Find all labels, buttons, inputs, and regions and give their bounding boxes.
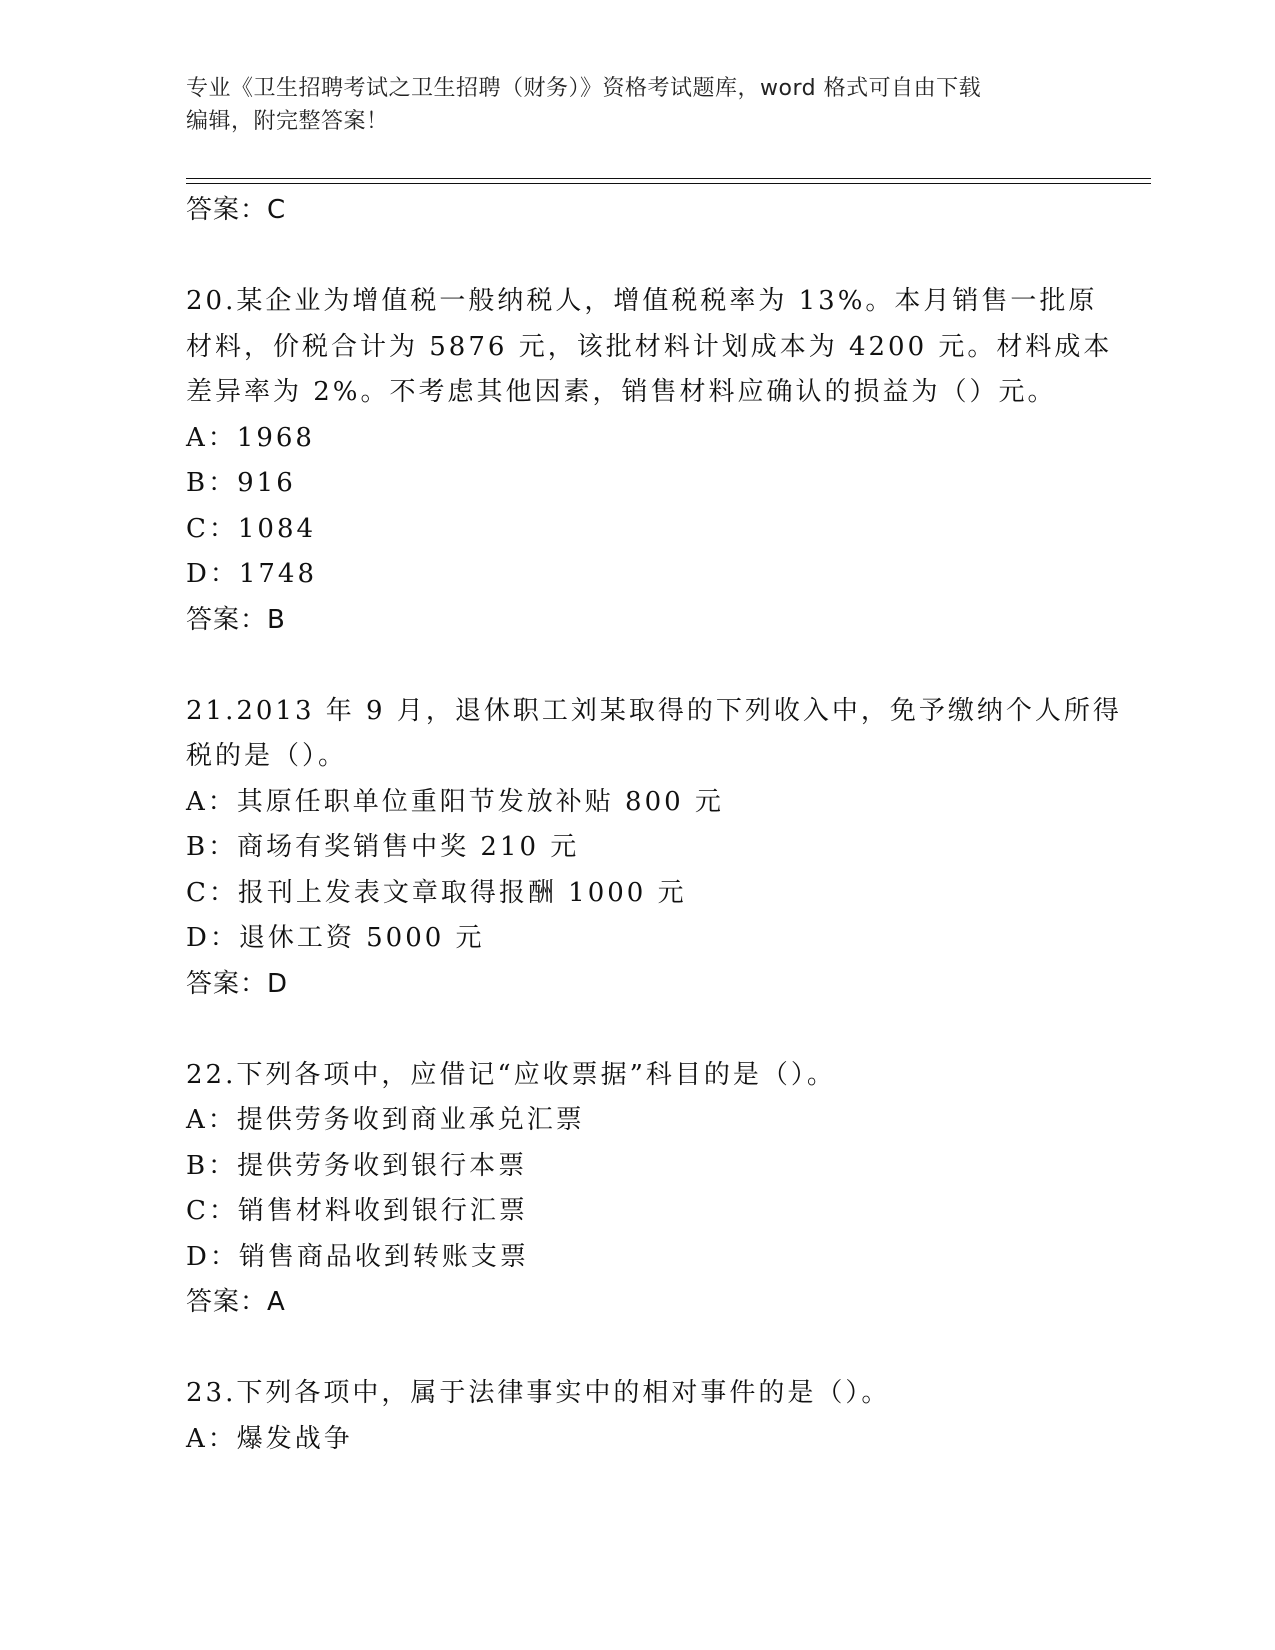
header-line-1: 专业《卫生招聘考试之卫生招聘（财务）》资格考试题库，word 格式可自由下载 (186, 76, 982, 101)
option-b: B：916 (186, 468, 296, 498)
question-stem-line: 差异率为 2%。不考虑其他因素，销售材料应确认的损益为（）元。 (186, 377, 1057, 407)
option-c: C：报刊上发表文章取得报酬 1000 元 (186, 877, 687, 908)
question-list (186, 188, 1122, 1462)
answer: 答案：D (186, 968, 289, 999)
option-b: B：商场有奖销售中奖 210 元 (186, 832, 580, 862)
header-line-2: 编辑，附完整答案！ (186, 109, 389, 134)
previous-answer: 答案：C (186, 195, 287, 225)
option-c: C：1084 (186, 513, 317, 544)
option-d: D：销售商品收到转账支票 (186, 1241, 529, 1272)
option-d: D：退休工资 5000 元 (186, 923, 485, 953)
option-c: C：销售材料收到银行汇票 (186, 1196, 528, 1226)
option-a: A：爆发战争 (186, 1423, 353, 1454)
option-a: A：其原任职单位重阳节发放补贴 800 元 (186, 786, 724, 817)
option-a: A：1968 (186, 422, 315, 453)
header-rule-bottom (186, 183, 1151, 184)
question-21 (186, 689, 1122, 1008)
question-stem-line: 税的是（）。 (186, 741, 348, 771)
question-stem-line: 材料，价税合计为 5876 元，该批材料计划成本为 4200 元。材料成本 (186, 331, 1113, 362)
option-b: B：提供劳务收到银行本票 (186, 1150, 528, 1181)
question-stem-line: 22.下列各项中，应借记“应收票据”科目的是（）。 (186, 1059, 836, 1090)
question-stem-line: 21.2013 年 9 月，退休职工刘某取得的下列收入中，免予缴纳个人所得 (186, 695, 1122, 726)
question-stem-line: 20.某企业为增值税一般纳税人，增值税税率为 13%。本月销售一批原 (186, 286, 1098, 316)
document-header (186, 72, 1066, 138)
question-20 (186, 279, 1113, 643)
header-rule-top (186, 178, 1151, 179)
option-d: D：1748 (186, 559, 318, 589)
question-23 (186, 1371, 1086, 1462)
option-a: A：提供劳务收到商业承兑汇票 (186, 1105, 585, 1135)
question-stem-line: 23.下列各项中，属于法律事实中的相对事件的是（）。 (186, 1378, 891, 1408)
question-22 (186, 1053, 1086, 1326)
answer: 答案：B (186, 604, 286, 635)
answer: 答案：A (186, 1287, 286, 1317)
